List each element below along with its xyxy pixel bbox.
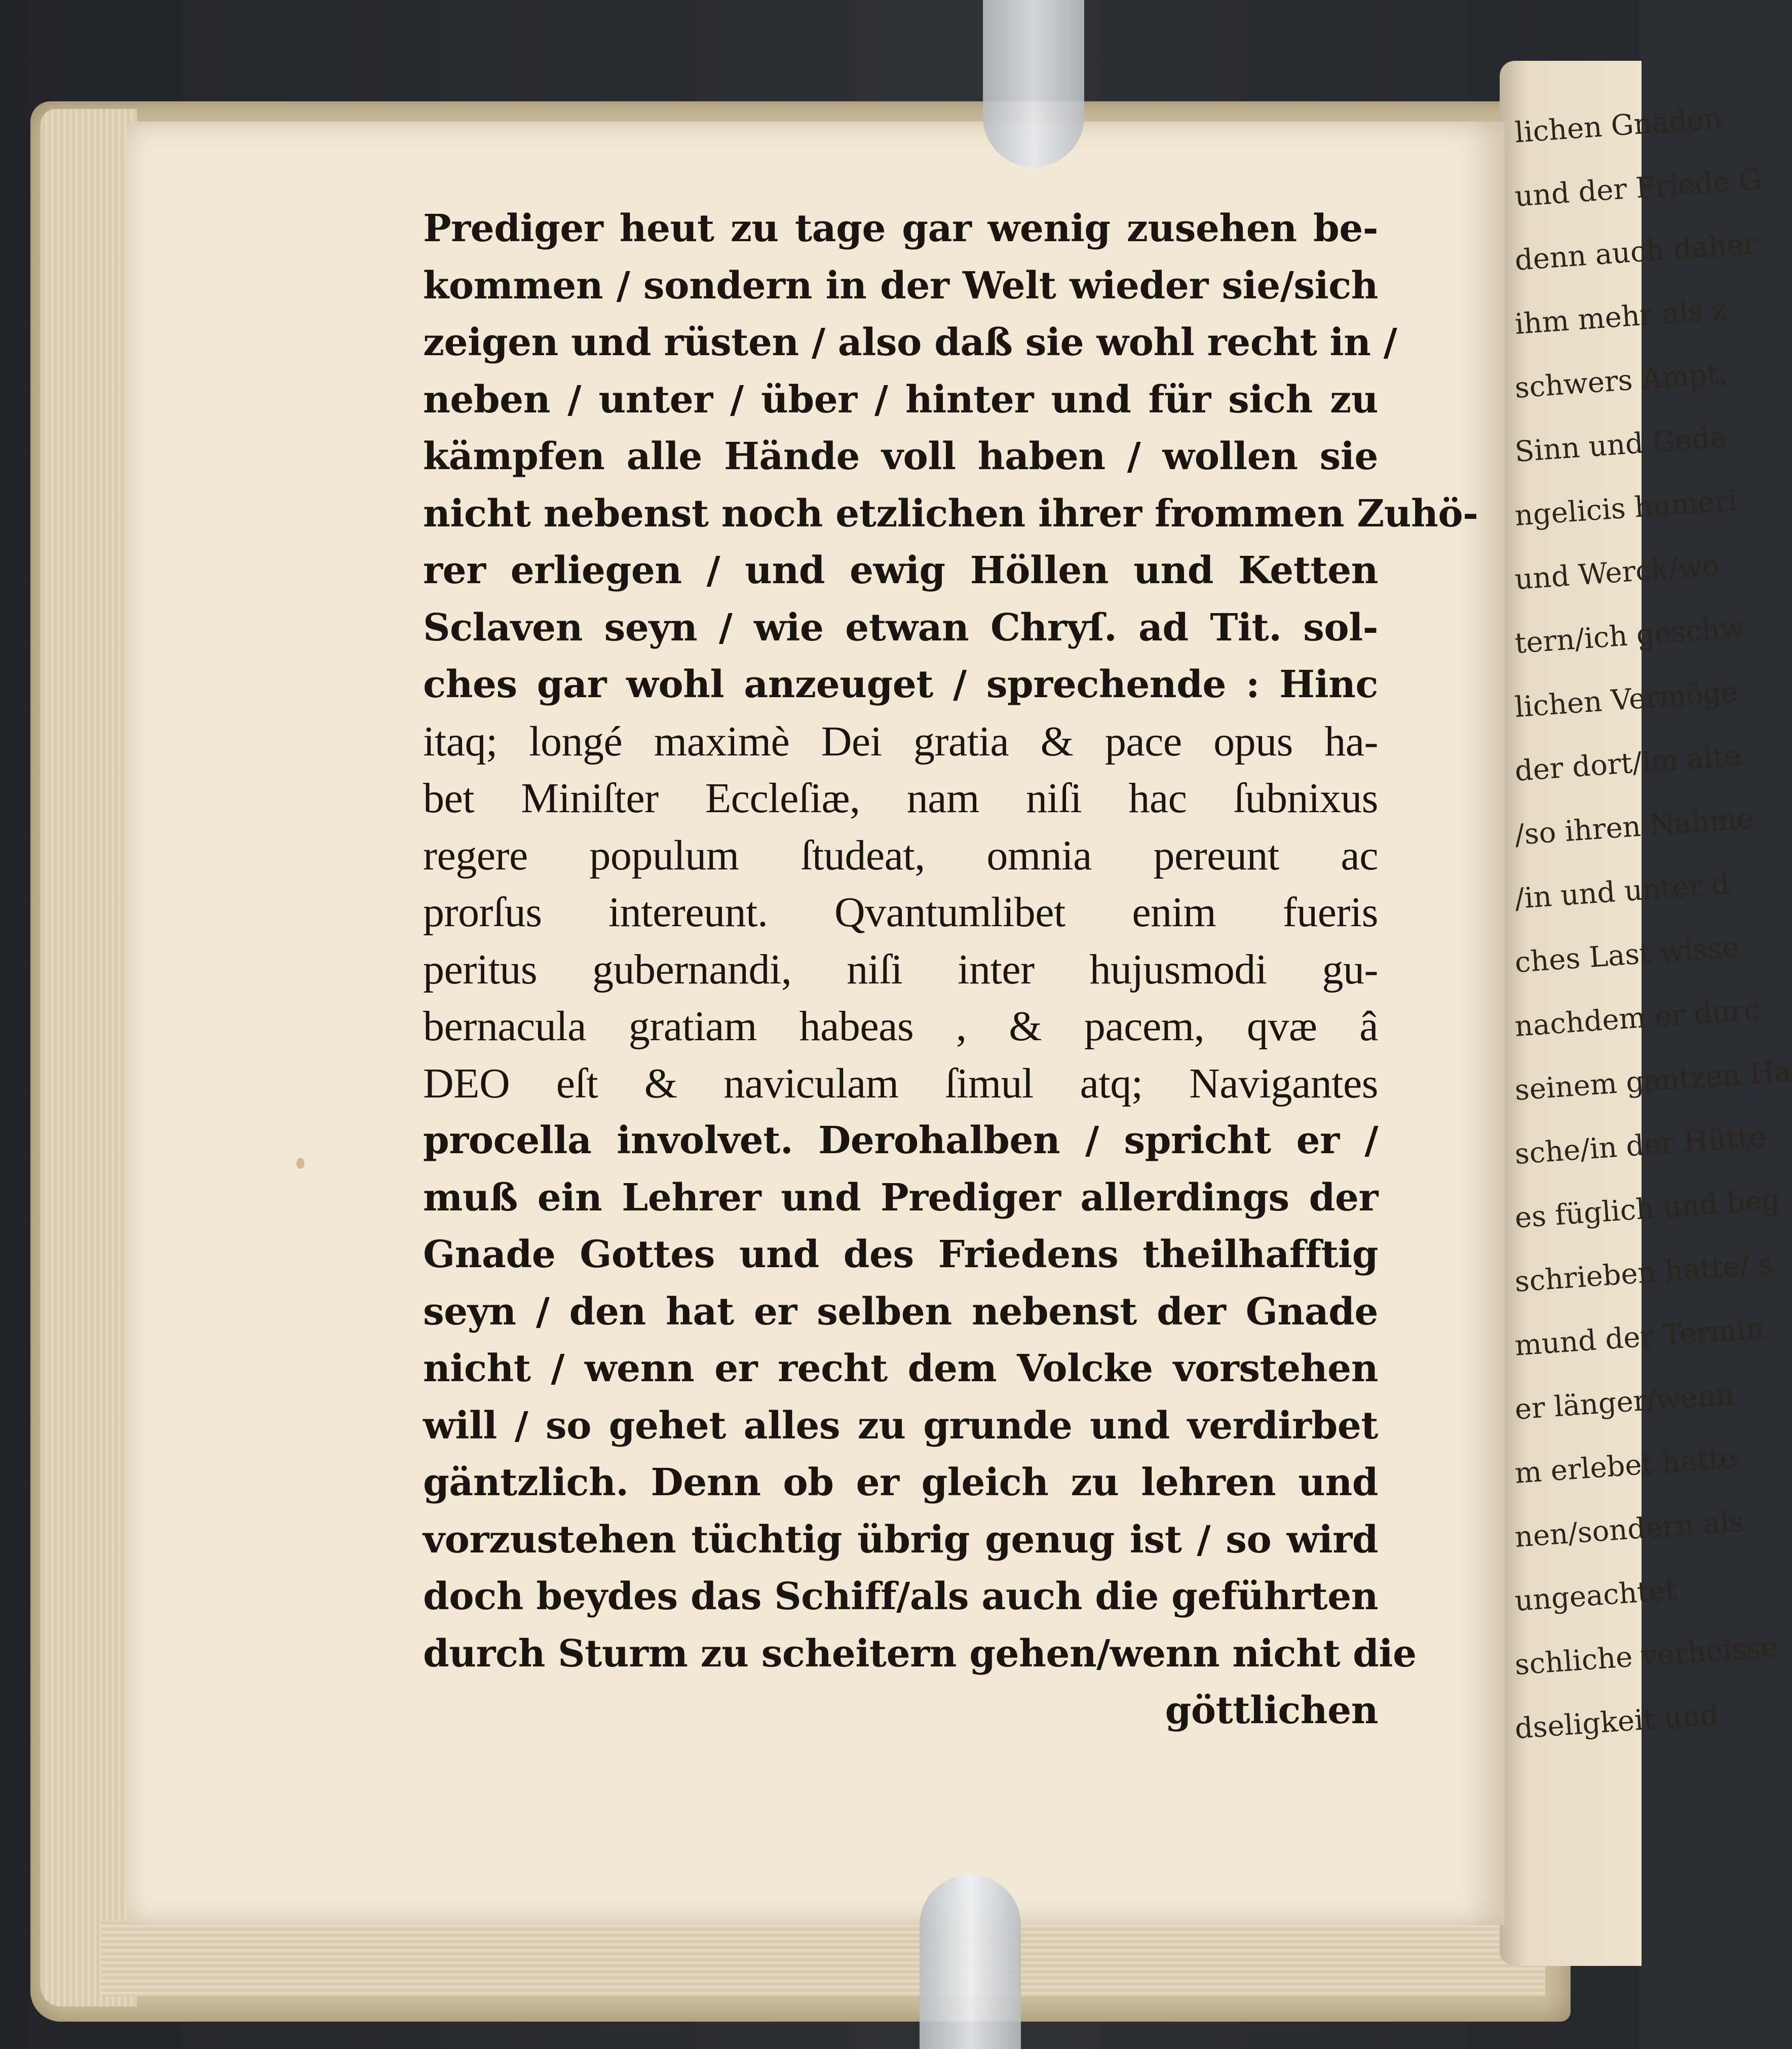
facing-text-line: schwers Ampt,	[1513, 357, 1729, 405]
facing-text-line: Sinn und Geda	[1513, 421, 1728, 469]
text-line: peritus gubernandi, niſi inter hujusmodi gu-	[423, 945, 1378, 993]
text-line: bet Miniſter Eccleſiæ, nam niſi hac ſubnixus	[423, 775, 1378, 822]
text-line: Sclaven seyn / wie etwan Chryſ. ad Tit. sol-	[423, 605, 1378, 650]
facing-text-line: m erlebet hatte	[1513, 1441, 1738, 1490]
facing-text-line: /in und unter d	[1513, 867, 1731, 916]
text-line: DEO eſt & naviculam ſimul atq; Navigantes	[423, 1059, 1378, 1107]
text-line: rer erliegen / und ewig Höllen und Ketten	[423, 549, 1378, 592]
facing-text-line: lichen Vermöge	[1513, 675, 1739, 724]
text-line: kommen / sondern in der Welt wieder sie/sich	[423, 263, 1378, 308]
text-line: doch beydes das Schiff/als auch die geführten	[423, 1575, 1378, 1618]
facing-text-line: schrieben hatte/ s	[1513, 1247, 1774, 1299]
facing-text-line: es füglich und beg	[1513, 1183, 1781, 1235]
facing-text-line: nachdem er durc	[1513, 993, 1761, 1043]
page-clip-top	[983, 0, 1084, 167]
text-line: will / so gehet alles zu grunde und verdirbet	[423, 1403, 1378, 1448]
text-line: durch Sturm zu scheitern gehen/wenn nicht die	[423, 1631, 1417, 1676]
text-line: ches gar wohl anzeuget / sprechende : Hinc	[423, 663, 1378, 706]
text-line: nicht nebenst noch etzlichen ihrer frommen Zuhö-	[423, 491, 1478, 536]
facing-text-line: und der Friede G	[1513, 163, 1763, 213]
facing-text-line: ungeachtet	[1513, 1573, 1678, 1618]
text-line: zeigen und rüsten / also daß sie wohl recht in /	[423, 321, 1397, 364]
text-line: kämpfen alle Hände voll haben / wollen sie	[423, 435, 1378, 478]
facing-text-line: sche/in der Hütte	[1513, 1120, 1767, 1171]
text-line: procella involvet. Derohalben / spricht er /	[423, 1119, 1378, 1162]
facing-text-line: /so ihren Nahme	[1513, 802, 1755, 852]
catchword: göttlichen	[1165, 1689, 1378, 1732]
facing-text-line: nen/sondern als	[1513, 1505, 1745, 1554]
text-line: neben / unter / über / hinter und für sich zu	[423, 377, 1378, 422]
page-edges-bottom	[101, 1920, 1545, 1996]
paper-stain	[296, 1158, 304, 1169]
text-line: seyn / den hat er selben nebenst der Gnade	[423, 1289, 1378, 1334]
text-line: prorſus intereunt. Qvantumlibet enim fueris	[423, 889, 1378, 936]
facing-text-line: er länger/wenn	[1513, 1378, 1735, 1426]
facing-text-line: mund der Termin	[1513, 1312, 1765, 1362]
facing-text-line: schliche verheisse	[1513, 1630, 1779, 1682]
facing-text-line: lichen Gnaden	[1513, 102, 1723, 149]
text-line: Gnade Gottes und des Friedens theilhafftig	[423, 1233, 1378, 1276]
page-edges-left	[41, 109, 137, 2006]
text-line: regere populum ſtudeat, omnia pereunt ac	[423, 831, 1378, 879]
facing-text-line: ihm mehr als z	[1513, 293, 1728, 341]
text-line: itaq; longé maximè Dei gratia & pace opus ha-	[423, 717, 1378, 765]
text-line: nicht / wenn er recht dem Volcke vorstehen	[423, 1347, 1378, 1390]
facing-text-line: ches Last wisse	[1513, 931, 1740, 979]
text-line: gäntzlich. Denn ob er gleich zu lehren und	[423, 1461, 1378, 1504]
facing-text-line: denn auch daher	[1513, 227, 1758, 277]
text-line: vorzustehen tüchtig übrig genug ist / so wird	[423, 1517, 1378, 1562]
facing-text-line: seinem gantzen Ha	[1513, 1054, 1792, 1107]
text-line: muß ein Lehrer und Prediger allerdings der	[423, 1175, 1378, 1220]
page-clip-bottom	[920, 1875, 1021, 2049]
facing-text-line: und Werck/wo	[1513, 549, 1721, 596]
text-line: bernacula gratiam habeas , & pacem, qvæ â	[423, 1003, 1378, 1050]
facing-text-line: der dort/im alte	[1513, 739, 1742, 788]
facing-text-line: ngelicis humeri	[1513, 484, 1738, 533]
text-line: Prediger heut zu tage gar wenig zusehen be-	[423, 207, 1378, 250]
facing-page-text	[1513, 102, 1792, 1789]
facing-text-line: tern/ich geschw	[1513, 611, 1745, 660]
facing-text-line: dseligkeit und	[1513, 1698, 1720, 1746]
